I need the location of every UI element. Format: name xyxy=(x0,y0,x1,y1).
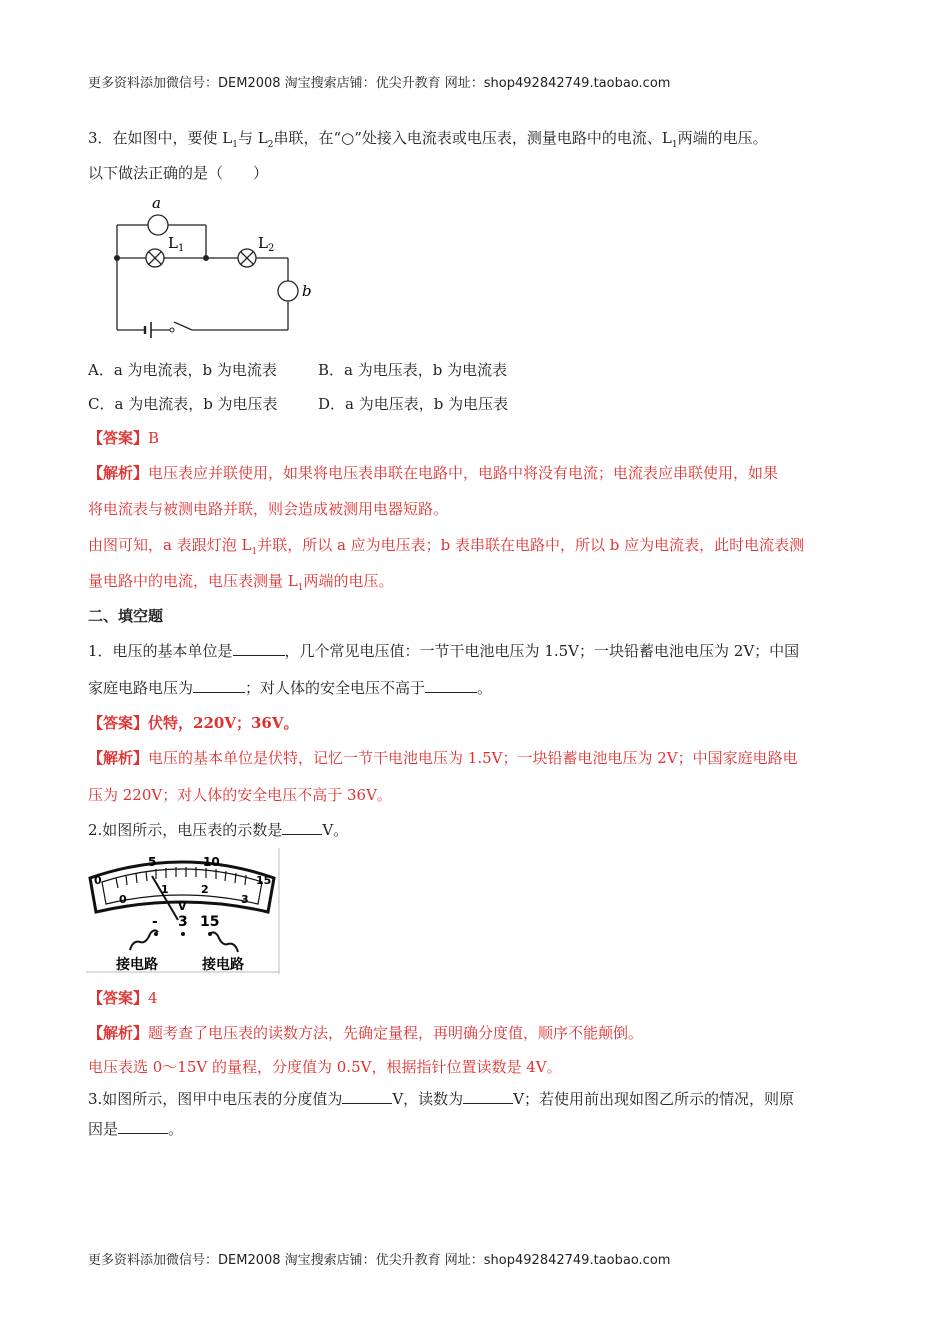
f1-stem-line1: 1．电压的基本单位是 ，几个常见电压值：一节干电池电压为 1.5V；一块铅蓄电池电压为 2V；中国 xyxy=(88,642,800,660)
q3-analysis-line4: 量电路中的电流，电压表测量 $L_1$两端的电压。 xyxy=(88,572,394,593)
f2-analysis-line1: 【解析】题考查了电压表的读数方法，先确定量程，再明确分度值，顺序不能颠倒。 xyxy=(88,1024,644,1042)
connect-label-2: 接电路 xyxy=(202,957,244,973)
q3-analysis-line3: 由图可知，a 表跟灯泡 $L_1$并联，所以 a 应为电压表；b 表串联在电路中，所以 b 应为电流表，此时电流表测 xyxy=(88,536,805,557)
q3-analysis-line1: 【解析】电压表应并联使用，如果将电压表串联在电路中，电路中将没有电流；电流表应串联使用，如果 xyxy=(88,464,779,482)
option-b: B．a 为电压表，b 为电流表 xyxy=(318,361,508,379)
meter-bottom-1: 1 xyxy=(161,883,169,896)
q3-stem-line2: 以下做法正确的是（ ） xyxy=(88,164,269,182)
voltmeter-diagram xyxy=(86,848,282,974)
terminal-3: 3 xyxy=(178,914,188,930)
meter-top-5: 5 xyxy=(148,855,157,869)
page-footer: 更多资料添加微信号：DEM2008 淘宝搜索店铺：优尖升教育 网址：shop492842749.taobao.com xyxy=(88,1253,671,1268)
label-L1: $L_1$ xyxy=(168,234,185,254)
option-d: D．a 为电压表，b 为电压表 xyxy=(318,395,509,413)
q3-answer: 【答案】B xyxy=(88,429,160,447)
label-L2: $L_2$ xyxy=(258,234,275,254)
connect-label-1: 接电路 xyxy=(116,957,158,973)
terminal-15: 15 xyxy=(200,914,220,930)
option-c: C．a 为电流表，b 为电压表 xyxy=(88,395,278,413)
q3-analysis-line2: 将电流表与被测电路并联，则会造成被测用电器短路。 xyxy=(88,500,449,518)
circuit-diagram xyxy=(108,195,333,340)
page-header: 更多资料添加微信号：DEM2008 淘宝搜索店铺：优尖升教育 网址：shop492842749.taobao.com xyxy=(88,76,671,91)
meter-bottom-0: 0 xyxy=(119,893,127,906)
f2-analysis-line2: 电压表选 0～15V 的量程，分度值为 0.5V，根据指针位置读数是 4V。 xyxy=(88,1058,562,1076)
f3-stem-line2: 因是 。 xyxy=(88,1120,184,1138)
meter-bottom-2: 2 xyxy=(201,883,209,896)
option-a: A．a 为电流表，b 为电流表 xyxy=(88,361,277,379)
f1-analysis-line1: 【解析】电压的基本单位是伏特，记忆一节干电池电压为 1.5V；一块铅蓄电池电压为 2V；中国家庭电路电 xyxy=(88,749,798,767)
f3-stem-line1: 3.如图所示，图甲中电压表的分度值为 V，读数为 V；若使用前出现如图乙所示的情况，则原 xyxy=(88,1090,795,1108)
q3-stem-line1: 3．在如图中，要使 $L_1$与 $L_2$串联，在“○”处接入电流表或电压表，测量电路中的电流、$L_1$两端的电压。 xyxy=(88,129,768,150)
terminal-minus: - xyxy=(152,914,158,930)
f2-stem: 2.如图所示，电压表的示数是 V。 xyxy=(88,821,349,839)
label-b: b xyxy=(302,282,312,300)
meter-unit: V xyxy=(178,900,187,913)
meter-bottom-3: 3 xyxy=(241,893,249,906)
f1-analysis-line2: 压为 220V；对人体的安全电压不高于 36V。 xyxy=(88,786,392,804)
meter-top-0: 0 xyxy=(94,874,102,887)
meter-top-15: 15 xyxy=(256,874,272,887)
section-title: 二、填空题 xyxy=(88,607,164,625)
meter-top-10: 10 xyxy=(203,855,220,869)
f1-stem-line2: 家庭电路电压为 ；对人体的安全电压不高于 。 xyxy=(88,679,493,697)
f1-answer: 【答案】伏特，220V；36V。 xyxy=(88,714,299,732)
f2-answer: 【答案】4 xyxy=(88,989,158,1007)
label-a: a xyxy=(152,195,161,212)
